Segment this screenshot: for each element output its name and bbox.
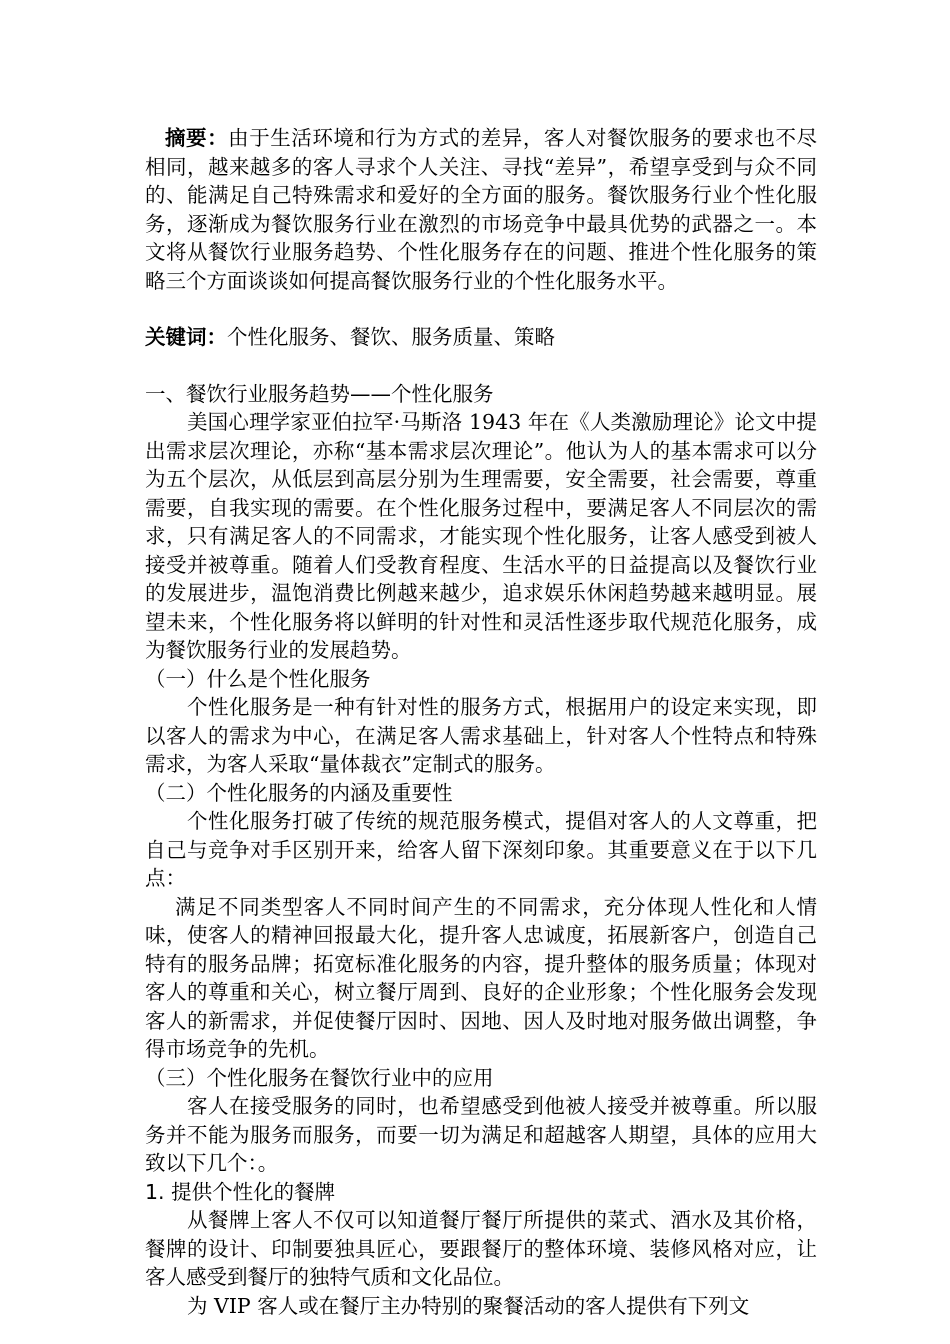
subsection-paragraph-2a: 个性化服务打破了传统的规范服务模式，提倡对客人的人文尊重，把自己与竞争对手区别开来，给客人留下深刻印象。其重要意义在于以下几点： [145, 809, 817, 890]
subsection-paragraph-2b: 满足不同类型客人不同时间产生的不同需求，充分体现人性化和人情味，使客人的精神回报最大化，提升客人忠诚度，拓展新客户，创造自己特有的服务品牌；拓宽标准化服务的内容，提升整体的服务质量；体现对客人的尊重和关心，树立餐厅周到、良好的企业形象；个性化服务会发现客人的新需求，并促使餐厅因时、因地、因人及时地对服务做出调整，争得市场竞争的先机。 [145, 894, 817, 1061]
section-paragraph: 美国心理学家亚伯拉罕·马斯洛 1943 年在《人类激励理论》论文中提出需求层次理论，亦称“基本需求层次理论”。他认为人的基本需求可以分为五个层次，从低层到高层分别为生理需要，安全需要，社会需要，尊重需要，自我实现的需要。在个性化服务过程中，要满足客人不同层次的需求，只有满足客人的不同需求，才能实现个性化服务，让客人感受到被人接受并被尊重。随着人们受教育程度、生活水平的日益提高以及餐饮行业的发展进步，温饱消费比例越来越少，追求娱乐休闲趋势越来越明显。展望未来，个性化服务将以鲜明的针对性和灵活性逐步取代规范化服务，成为餐饮服务行业的发展趋势。 [145, 410, 817, 662]
keywords-paragraph [145, 323, 817, 352]
keywords-label: 关键词： [145, 325, 227, 349]
item-paragraph-1b: 为 VIP 客人或在餐厅主办特别的聚餐活动的客人提供有下列文 [187, 1293, 750, 1318]
subsection-title-3: （三）个性化服务在餐饮行业中的应用 [145, 1065, 494, 1090]
subsection-paragraph-3: 客人在接受服务的同时，也希望感受到他被人接受并被尊重。所以服务并不能为服务而服务，而要一切为满足和超越客人期望，具体的应用大致以下几个：。 [145, 1094, 817, 1175]
item-title-1: 1. 提供个性化的餐牌 [145, 1179, 336, 1204]
subsection-title-1: （一）什么是个性化服务 [145, 666, 371, 691]
keywords-text: 个性化服务、餐饮、服务质量、策略 [227, 325, 555, 349]
abstract-label: 摘要： [165, 126, 229, 150]
document-page [145, 124, 817, 1320]
item-paragraph-1a: 从餐牌上客人不仅可以知道餐厅餐厅所提供的菜式、酒水及其价格，餐牌的设计、印制要独具匠心，要跟餐厅的整体环境、装修风格对应，让客人感受到餐厅的独特气质和文化品位。 [145, 1208, 817, 1289]
abstract-text: 由于生活环境和行为方式的差异，客人对餐饮服务的要求也不尽相同，越来越多的客人寻求个人关注、寻找“差异”，希望享受到与众不同的、能满足自己特殊需求和爱好的全方面的服务。餐饮服务行业个性化服务，逐渐成为餐饮服务行业在激烈的市场竞争中最具优势的武器之一。本文将从餐饮行业服务趋势、个性化服务存在的问题、推进个性化服务的策略三个方面谈谈如何提高餐饮服务行业的个性化服务水平。 [145, 126, 818, 293]
abstract-paragraph [145, 124, 817, 295]
subsection-title-2: （二）个性化服务的内涵及重要性 [145, 780, 453, 805]
subsection-paragraph-1: 个性化服务是一种有针对性的服务方式，根据用户的设定来实现，即以客人的需求为中心，在满足客人需求基础上，针对客人个性特点和特殊需求，为客人采取“量体裁衣”定制式的服务。 [145, 695, 817, 776]
section-title: 一、餐饮行业服务趋势——个性化服务 [145, 381, 494, 406]
